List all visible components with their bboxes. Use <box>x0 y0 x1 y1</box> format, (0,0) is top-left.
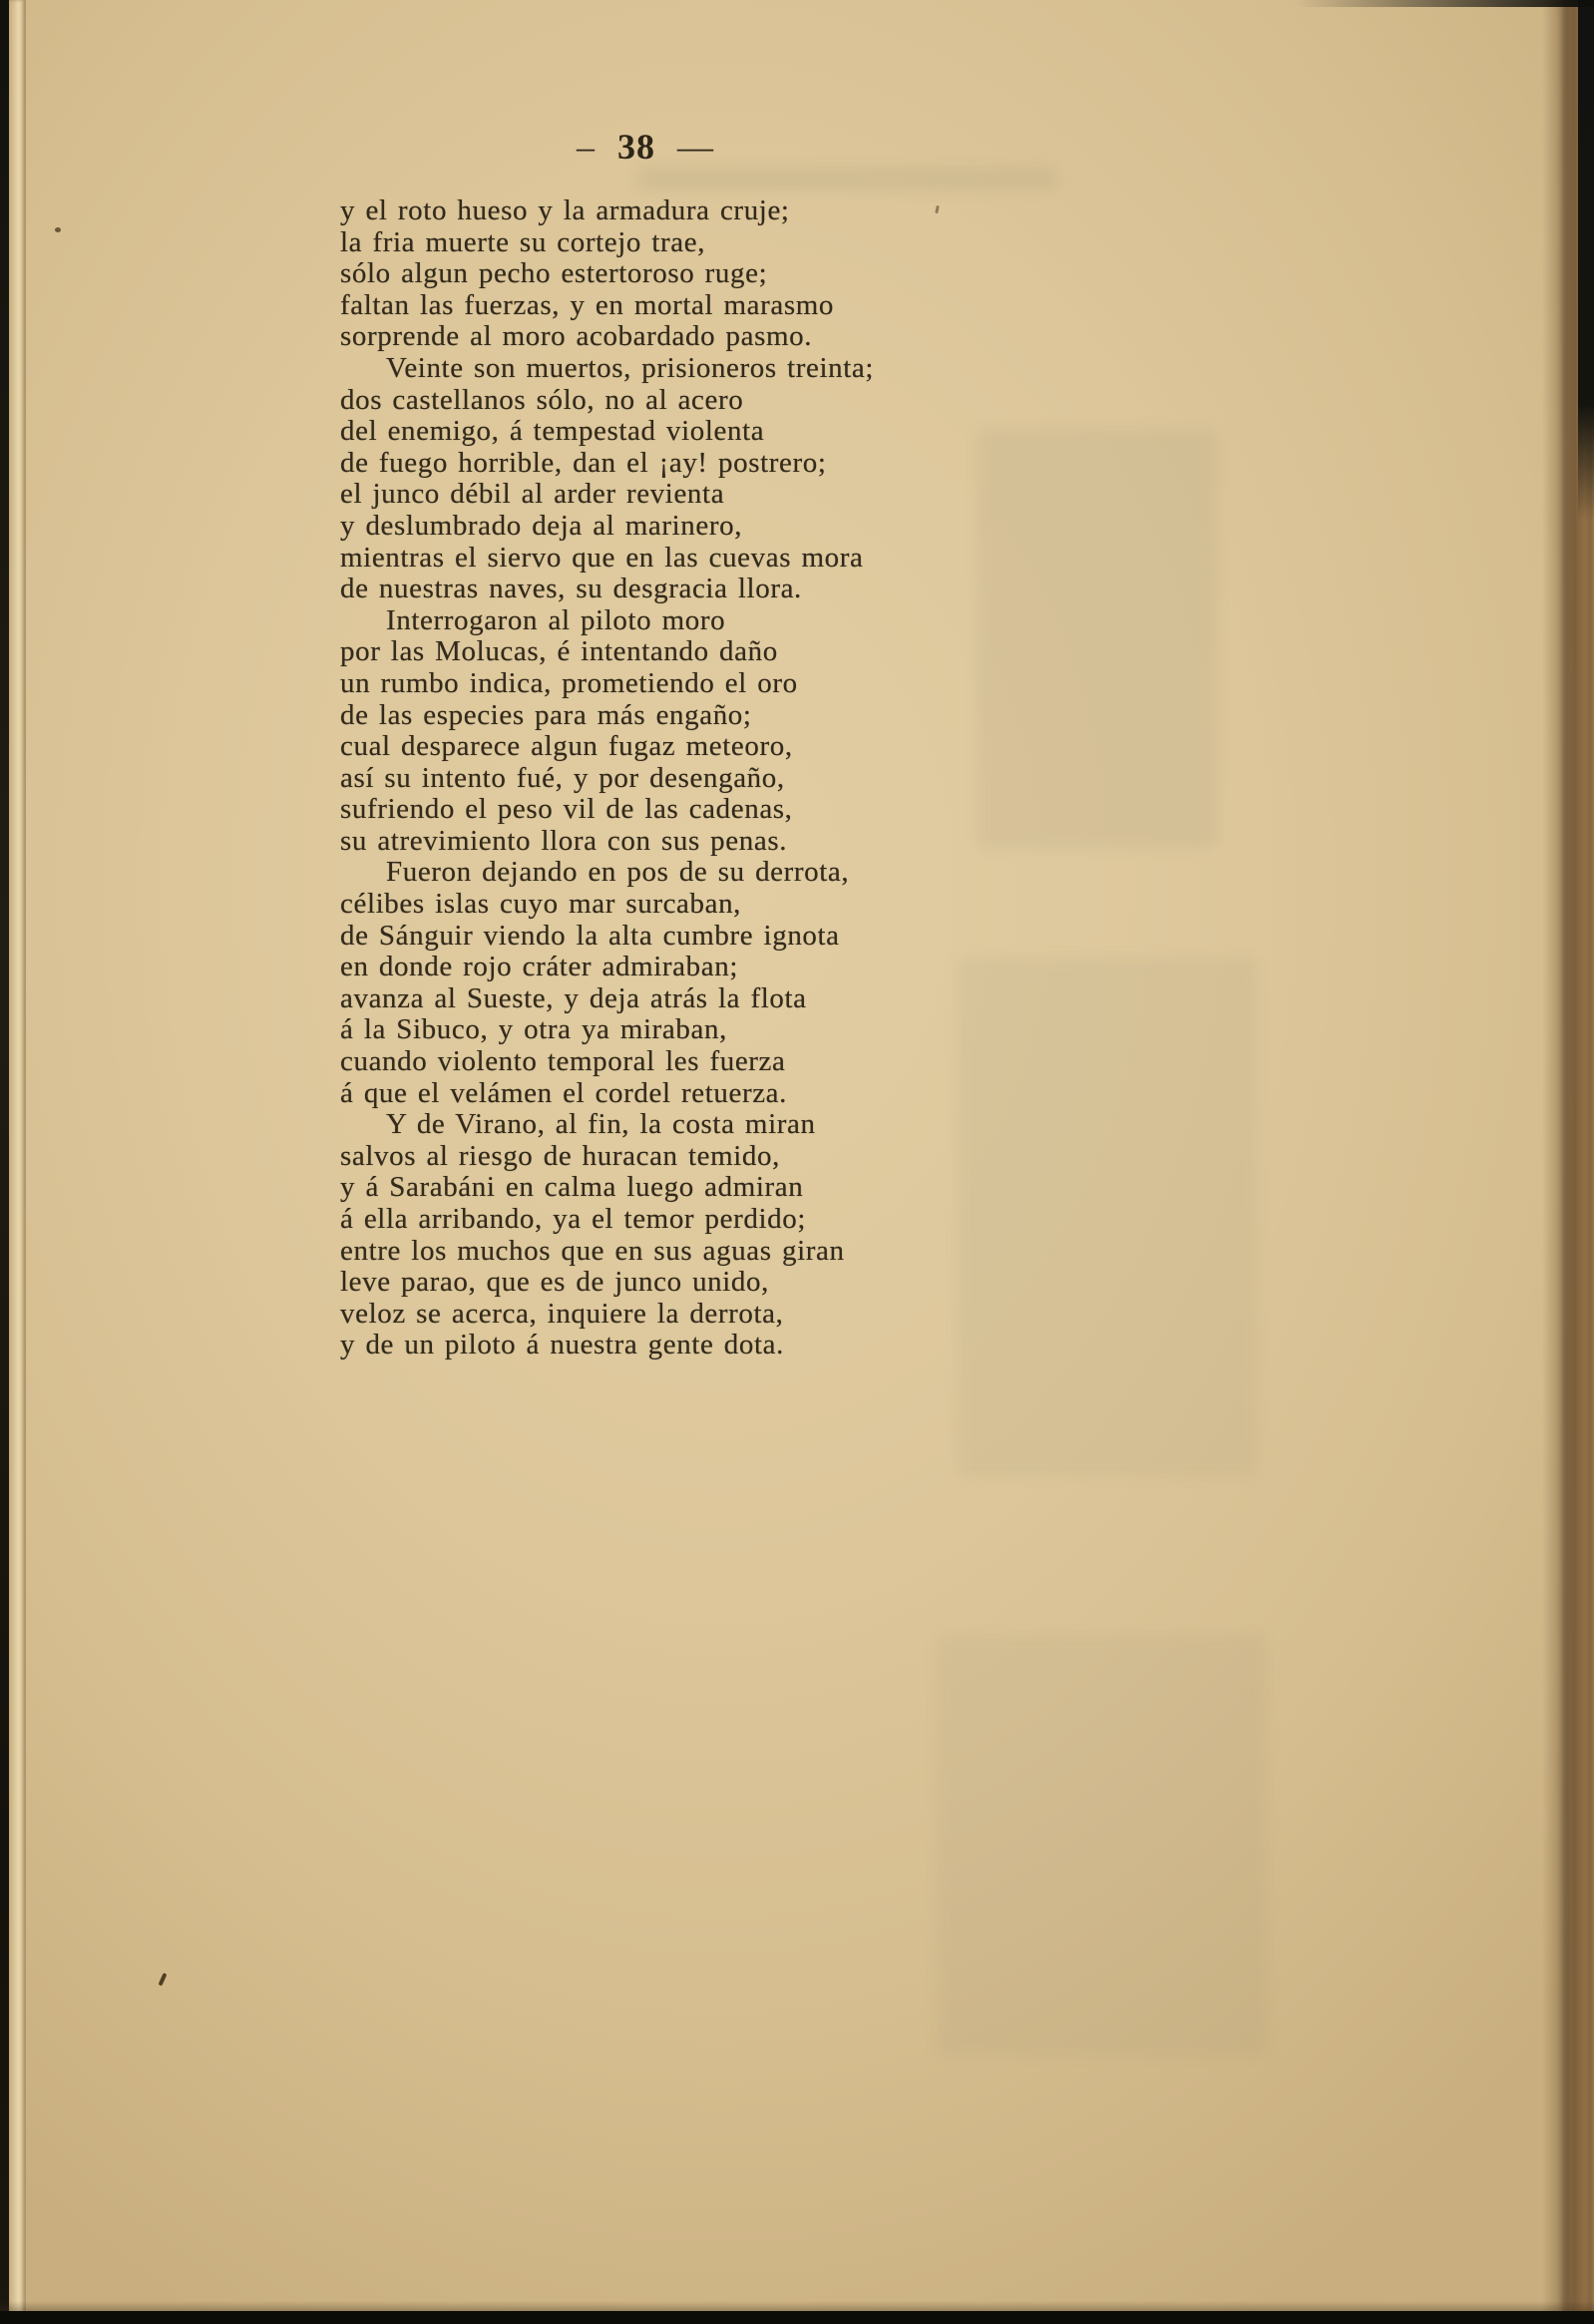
poem-line: en donde rojo cráter admiraban; <box>340 951 738 983</box>
poem-line: por las Molucas, é intentando daño <box>340 635 778 668</box>
poem-line: á que el velámen el cordel retuerza. <box>340 1076 787 1109</box>
poem-line: célibes islas cuyo mar surcaban, <box>340 888 742 921</box>
book-top-edge <box>1295 0 1594 7</box>
show-through-smudge <box>638 168 1057 190</box>
book-bottom-edge <box>0 2311 1594 2324</box>
poem-line: á ella arribando, ya el temor perdido; <box>340 1203 806 1235</box>
poem-line: y á Sarabáni en calma luego admiran <box>340 1171 804 1204</box>
poem-line: de Sánguir viendo la alta cumbre ignota <box>340 919 840 952</box>
header-left-dash: – <box>577 127 596 167</box>
poem-line: Fueron dejando en pos de su derrota, <box>386 856 850 889</box>
poem-line: entre los muchos que en sus aguas giran <box>340 1234 845 1267</box>
poem-line: leve parao, que es de junco unido, <box>340 1266 769 1299</box>
poem-line: el junco débil al arder revienta <box>340 478 725 511</box>
header-right-dash: — <box>677 127 714 167</box>
poem-line: de las especies para más engaño; <box>340 698 752 731</box>
poem-line: sufriendo el peso vil de las cadenas, <box>340 793 793 826</box>
poem-line: Y de Virano, al fin, la costa miran <box>386 1108 816 1141</box>
book-left-edge <box>0 0 9 2324</box>
poem-line: su atrevimiento llora con sus penas. <box>340 824 788 857</box>
poem <box>340 195 1118 1361</box>
book-top-right-edge <box>1578 0 1594 519</box>
poem-line: la fria muerte su cortejo trae, <box>340 225 706 258</box>
poem-line: del enemigo, á tempestad violenta <box>340 415 765 448</box>
poem-line: dos castellanos sólo, no al acero <box>340 383 744 416</box>
bottom-edge-shadow <box>0 2301 1594 2311</box>
poem-line: de nuestras naves, su desgracia llora. <box>340 573 802 605</box>
poem-line: cual desparece algun fugaz meteoro, <box>340 730 793 763</box>
poem-line: Veinte son muertos, prisioneros treinta; <box>386 351 875 384</box>
poem-line: á la Sibuco, y otra ya miraban, <box>340 1013 727 1046</box>
poem-line: veloz se acerca, inquiere la derrota, <box>340 1297 784 1330</box>
poem-line: Interrogaron al piloto moro <box>386 603 726 636</box>
paper-speck <box>159 1973 168 1987</box>
poem-line: y deslumbrado deja al marinero, <box>340 509 743 542</box>
show-through-smudge <box>938 1636 1267 2055</box>
poem-line: de fuego horrible, dan el ¡ay! postrero; <box>340 446 827 479</box>
page-number-header <box>555 126 736 168</box>
poem-line: avanza al Sueste, y deja atrás la flota <box>340 981 807 1014</box>
page-number: 38 <box>617 127 655 167</box>
poem-line: salvos al riesgo de huracan temido, <box>340 1139 780 1172</box>
poem-line: así su intento fué, y por desengaño, <box>340 761 785 794</box>
paper-left-edge-highlight <box>9 0 26 2324</box>
poem-line: sólo algun pecho estertoroso ruge; <box>340 257 768 290</box>
poem-line: un rumbo indica, prometiendo el oro <box>340 666 798 699</box>
poem-line: y el roto hueso y la armadura cruje; <box>340 194 790 226</box>
poem-line: y de un piloto á nuestra gente dota. <box>340 1329 784 1361</box>
gutter-crease <box>1562 0 1570 2324</box>
paper-speck <box>55 227 61 232</box>
poem-line: cuando violento temporal les fuerza <box>340 1045 786 1078</box>
poem-line: faltan las fuerzas, y en mortal marasmo <box>340 288 834 321</box>
poem-line: sorprende al moro acobardado pasmo. <box>340 320 813 353</box>
poem-line: mientras el siervo que en las cuevas mora <box>340 541 864 574</box>
